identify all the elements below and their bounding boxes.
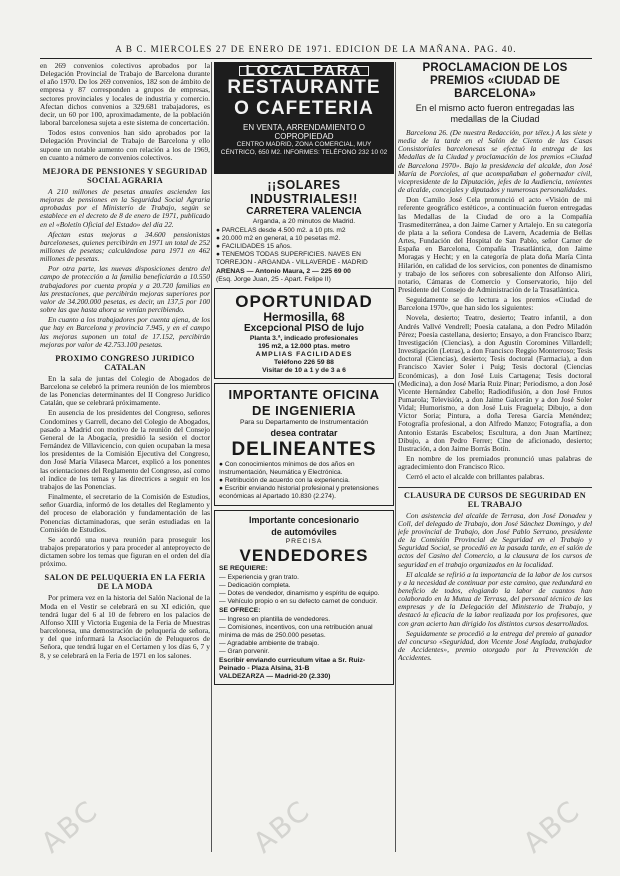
ad-text: Planta 3.ª, indicado profesionales	[249, 335, 359, 342]
ad-phone: Teléfono 226 59 88	[274, 359, 334, 366]
article-paragraph: Por otra parte, las nuevas disposiciones dentro del campo de protección a la familia beneficiarán a 10.550 trabajadores por cuenta propia y a 20.720 familias en las prestaciones, que percibirán mejoras superiores por valor de 34.200.000 pesetas, es decir, un 137,5 por 100 sobre las que hasta ahora se venían percibiendo.	[40, 264, 210, 315]
article-subheadline: En el mismo acto fueron entregadas las medallas de la Ciudad	[415, 103, 575, 124]
ad-heading: Importante concesionario	[248, 515, 360, 525]
article-paragraph: En la sala de juntas del Colegio de Abogados de Barcelona se celebró la primera reunión de los miembros de las Ponencias determinantes del II Congreso Jurídico Catalán, que se celebrará próximamente.	[40, 373, 210, 408]
article-headline: MEJORA DE PENSIONES Y SEGURIDAD SOCIAL AGRARIA	[42, 166, 208, 185]
watermark: ABC	[246, 793, 317, 860]
left-column	[40, 62, 210, 852]
ad-text: desea contratar	[270, 428, 338, 438]
article-paragraph: El alcalde se refirió a la importancia de la labor de los cursos y a la necesidad de continuar por este camino, que redundará en beneficio de todos, elogiando la labor de cuantos han colaborado en la Mutua de Terrasa, del personal técnico de las empresas y de la Delegación del Ministerio de Trabajo, y destacó la eficacia de la labor realizada por los profesores, que con gran acierto han dirigido los distintos cursos desarrollados.	[398, 569, 592, 628]
ad-label: SE REQUIERE:	[219, 565, 268, 572]
middle-column	[214, 62, 394, 852]
ad-subtitle: CARRETERA VALENCIA	[246, 206, 362, 217]
ad-list-item: ● Retribución de acuerdo con la experiencia.	[219, 477, 389, 485]
watermark: ABC	[34, 793, 105, 860]
ad-list-item: — Dedicación completa.	[219, 582, 389, 590]
article-paragraph: Seguidamente se dio lectura a los premios «Ciudad de Barcelona 1970», que han sido los siguientes:	[398, 295, 592, 313]
ad-list-item: — Comisiones, incentivos, con una retribución anual mínima de más de 250.000 pesetas.	[219, 624, 389, 640]
article-paragraph: En cuanto a los trabajadores por cuenta ajena, de los que hay en Barcelona y provincia 7.945, y en el campo las mejoras suponen un total de 17.152, percibirán mejoras por valor de 42.753.100 pesetas.	[40, 315, 210, 349]
ad-main: DELINEANTES	[231, 439, 377, 460]
ad-list-item: ● TENEMOS TODAS SUPERFICIES. NAVES EN TORREJON - ARGANDA - VILLAVERDE - MADRID	[216, 251, 392, 267]
ad-label: SE OFRECE:	[219, 607, 261, 614]
article-paragraph: Novela, desierto; Teatro, desierto; Teatro infantil, a don Andrés Vallvé Vendrell; Poesía catalana, a don Pedro Miladón Pérez; Poesía castellana, desierto; Ensayo, a don Francisco Ibarz; Investigación (Ciencias), a don Agustín Coromines Villardell; Investigación (Letras), a don Francisco Reggio Monterroso; Tesis doctoral (Ciencias), desierto; Tesis doctoral (Farmacia), a don Francisco Xavier Soler i Puig; Tesis doctoral (Ciencias Económicas), a don José Luis Cartagena; Tesis doctoral (Medicina), a don José María Ruiz Pinar; Periodismo, a don José Vicente Hernández Cabello; Radiodifusión, a don José Frutos Pumarola; Televisión, a don Jaime Galcerán y a don José Soler Vidal; Humorismo, a don José Luis Fraguela; Dibujo, a don Víctor Soria; Pintura, a doña Teresa García Menéndez; Fotografía profesional, a don Alfredo Manzo; Fotografía, a don Antonio Estarás Escabelos; Escultura, a don Juan Martínez; Dibujo, a don Pedro Ferrer; Cine de aficionado, desierto; Ilustración, a don Jaime Borrás Botín.	[398, 313, 592, 453]
ad-title: ¡¡SOLARES INDUSTRIALES!!	[250, 178, 358, 206]
article-paragraph: Barcelona 26. (De nuestra Redacción, por télex.) A las siete y media de la tarde en el Salón de Ciento de las Casas Consistoriales barcelonesas se efectuó la entrega de las Medallas de la Ciudad y proclamación de los premios «Ciudad de Barcelona 1970». Bajo la presidencia del alcalde, don José María de Porcioles, al que acompañaban el gobernador civil, vicepresidente de la Diputación, jefes de la Audiencia, tenientes de alcalde, concejales y diputados y numerosas personalidades.	[398, 128, 592, 195]
article-headline: PROXIMO CONGRESO JURIDICO CATALAN	[55, 353, 195, 372]
article-paragraph: Con asistencia del alcalde de Terrasa, don José Donadeu y Coll, del delegado de Trabajo, don José Sánchez Domingo, y del jefe provincial de Trabajo, don José Pablo Serrano, presidente de la Comisión Provincial de Seguridad en el Trabajo y Seguridad Social, se procedió en la pasada tarde, en el salón de actos del Casino del Comercio, a la clausura de los cursos de seguridad en el trabajo organizados en la localidad.	[398, 510, 592, 569]
ad-text: Arganda, a 20 minutos de Madrid.	[252, 218, 356, 225]
article-paragraph: en 269 convenios colectivos aprobados por la Delegación Provincial de Trabajo de Barcelona durante el año 1970. De los 269 convenios, 182 son de ámbito de empresa y 87 corresponden a grupos de empresas, sectores provinciales y locales de industria y comercio. Afectan dichos convenios a 329.681 trabajadores, es decir, un 60 por 100, aproximadamente, de la población laboral barcelonesa sujeta a este sistema de concertación.	[40, 62, 210, 128]
ad-oportunidad	[214, 288, 394, 379]
watermark: ABC	[516, 793, 587, 860]
article-paragraph: En ausencia de los presidentes del Congreso, señores Condomines y Garrell, decano del Colegio de Abogados, pasado a Madrid con motivo de la reunión del Consejo General de la Abogacía, presidió la sesión el doctor Fernández de Villavicencio, con quien ocupaban la mesa los presidentes de la Comisión Ejecutiva del Congreso, don José María Vilaseca Marcet, explicó a los ponentes las orientaciones del Reglamento del Congreso, así como el índice de los temas y las directrices a seguir en los trabajos de las Ponencias.	[40, 408, 210, 491]
article-paragraph: Don Camilo José Cela pronunció el acto «Visión de mi referente geográfico estético», a continuación fueron entregadas las Medallas de la Ciudad de oro a la Compañía Trasmediterránea, a don Jaime Carner y Artalejo. En su categoría de plata a la señora Condesa de Lavern, Academia de Bellas Artes, Fundación del Hospital de San Pablo, señor Carner de España en Barcelona, Compañía Trasatlántica, don Jaime Moragas y Hecht; y en la categoría de plata doña María Cinta Hilarión, en calidad de los servicios, con ponentes de dinamismo y trabajo de los señores con sobresaliente don Alfonso Aliri, notario, Cámaras de Comercio y Conservatorio, hijo del Presidente del Consejo de Administración de la Trasatlántica.	[398, 195, 592, 294]
column-rule	[395, 62, 396, 852]
ad-title: IMPORTANTE OFICINA DE INGENIERIA	[228, 387, 380, 418]
ad-contact: Escribir enviando curriculum vitae a Sr. Ruiz-Peinado - Plaza Alsina, 31-B	[219, 657, 366, 672]
ad-text: EN VENTA, ARRENDAMIENTO O COPROPIEDAD	[243, 123, 365, 142]
ad-text: Para su Departamento de Instrumentación	[239, 419, 369, 426]
page-header: A B C. MIERCOLES 27 DE ENERO DE 1971. EDICION DE LA MAÑANA. PAG. 40.	[40, 44, 592, 59]
ad-title: RESTAURANTE O CAFETERIA	[227, 77, 381, 120]
ad-list-item: ● PARCELAS desde 4.500 m2. a 10 pts. m2	[216, 227, 392, 235]
article-paragraph: En nombre de los premiados pronunció unas palabras de agradecimiento don Francisco Rico.	[398, 454, 592, 472]
ad-contact: VALDEZARZA — Madrid-20 (2.330)	[219, 673, 331, 680]
ad-list-item: ● Con conocimientos mínimos de dos años en Instrumentación, Neumática y Electrónica.	[219, 461, 389, 477]
article-headline: PROCLAMACION DE LOS PREMIOS «CIUDAD DE BARCELONA»	[422, 62, 568, 100]
ad-list	[219, 616, 389, 656]
ad-list-item: ● FACILIDADES 15 años.	[216, 243, 392, 251]
ad-list-item: ● Escribir enviando historial profesional y pretensiones económicas al Apartado 10.830 (2.274).	[219, 485, 389, 501]
ad-text: Visitar de 10 a 1 y de 3 a 6	[262, 367, 346, 374]
ad-text: PRECISA	[285, 538, 323, 545]
article-paragraph: Finalmente, el secretario de la Comisión de Estudios, señor Guardia, informó de los detalles del Reglamento y del proceso de elaboración y fundamentación de las Ponencias dictaminadoras, que serán estudiadas en la Comisión de Estudios.	[40, 492, 210, 534]
right-column	[398, 62, 592, 852]
article-paragraph: A 210 millones de pesetas anuales ascienden las mejoras de pensiones en la Seguridad Social Agraria aprobadas por el Ministerio de Trabajo, según se establece en el decreto de 8 de enero de 1971, publicado en el «Boletín Oficial del Estado» del día 22.	[40, 186, 210, 229]
ad-text: 195 m2, a 12.000 ptas. metro	[258, 343, 350, 350]
article-headline: SALON DE PELUQUERIA EN LA FERIA DE LA MODA	[44, 573, 206, 592]
article-headline: CLAUSURA DE CURSOS DE SEGURIDAD EN EL TRABAJO	[398, 487, 592, 509]
ad-list-item: — Vehículo propio o en su defecto carnet de conducir.	[219, 598, 389, 606]
ad-heading: de automóviles	[271, 527, 337, 537]
ad-contact: (Esq. Jorge Juan, 25 - Apart. Felipe II)	[216, 276, 331, 283]
ad-list-item: — Agradable ambiente de trabajo.	[219, 640, 389, 648]
ad-list-item: — Ingreso en plantilla de vendedores.	[219, 616, 389, 624]
ad-solares	[214, 178, 394, 284]
ad-list-item: — Dotes de vendedor, dinamismo y espíritu de equipo.	[219, 590, 389, 598]
ad-ingenieria	[214, 383, 394, 506]
article-paragraph: Afectan estas mejoras a 34.600 pensionistas barceloneses, quienes percibirán en 1971 un total de 252 millones de pesetas; calculándose para 1971 en 462 millones de pesetas.	[40, 229, 210, 264]
ad-contact: ARENAS — Antonio Maura, 2 — 225 69 00	[216, 268, 351, 275]
ad-list-item: — Gran porvenir.	[219, 648, 389, 656]
ad-list	[219, 461, 389, 501]
article-paragraph: Seguidamente se procedió a la entrega del premio al ganador del concurso «Seguridad, don Vicente José Anglada, trabajador de Accidentes», premio otorgado por la Prevención de Accidentes.	[398, 628, 592, 663]
article-paragraph: Cerró el acto el alcalde con brillantes palabras.	[406, 472, 545, 482]
ad-text: AMPLIAS FACILIDADES	[255, 351, 353, 358]
ad-list	[216, 227, 392, 267]
ad-list	[219, 574, 389, 606]
ad-text: Excepcional PISO de lujo	[243, 323, 365, 334]
column-rule	[211, 62, 212, 852]
ad-subtitle: Hermosilla, 68	[263, 310, 345, 324]
ad-list-item: — Experiencia y gran trato.	[219, 574, 389, 582]
ad-heading: LOCAL PARA	[239, 66, 370, 76]
ad-restaurant-local	[214, 62, 394, 174]
ad-list-item: ● 20.000 m2 en general, a 10 pesetas m2.	[216, 235, 392, 243]
article-paragraph: Se acordó una nueva reunión para proseguir los trabajos preparatorios y para proceder al anteproyecto de dictamen sobre los temas que figuran en el orden del día próximo.	[40, 534, 210, 569]
article-paragraph: Por primera vez en la historia del Salón Nacional de la Moda en el Vestir se celebrará en su XI edición, que tendrá lugar del 6 al 10 de febrero en los palacios de Alfonso XIII y Victoria Eugenia de la Feria de Muestras barcelonesa, una demostración de peluquería de señora, y del que informará la Asociación de Peluqueros de Señora, que tendrá lugar en el Certamen y los días 6, 7 y 8, y se celebrará en la Feria de 1971 en los salones.	[40, 593, 210, 660]
ad-text: CENTRO MADRID, ZONA COMERCIAL, MUY CÉNTRICO, 650 M2. INFORMES: TELÉFONO 232 10 02	[220, 141, 388, 157]
ad-title: OPORTUNIDAD	[235, 292, 373, 311]
article-paragraph: Todos estos convenios han sido aprobados por la Delegación Provincial de Trabajo de Barcelona y ello supone un notable aumento con relación a los de 1969, en cuanto a número de convenios colectivos.	[40, 128, 210, 162]
ad-vendedores	[214, 510, 394, 685]
ad-main: VENDEDORES	[239, 546, 369, 565]
